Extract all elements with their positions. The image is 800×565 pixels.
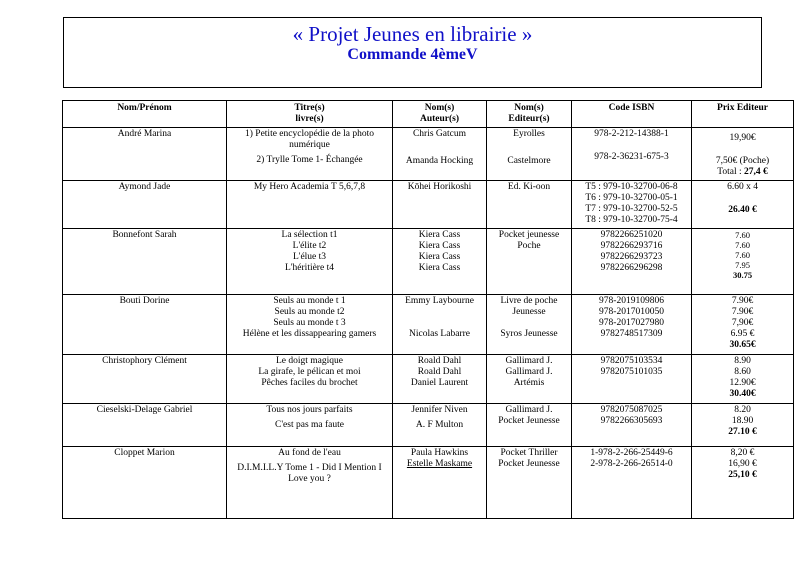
table-row [63,181,794,229]
col-header-title: Titre(s) livre(s) [227,101,393,128]
book-titles: Au fond de l'eau D.I.M.I.L.Y Tome 1 - Did I Mention I Love you ? [227,447,393,519]
student-name: Cloppet Marion [63,447,227,519]
student-name: Bonnefont Sarah [63,229,227,295]
isbn-codes: 978-2-212-14388-1 978-2-36231-675-3 [572,128,692,181]
table-row [63,447,794,519]
prices: 19,90€ 7,50€ (Poche) Total : 27,4 € [692,128,794,181]
book-titles: My Hero Academia T 5,6,7,8 [227,181,393,229]
table-header-row [63,101,794,128]
isbn-codes: 9782075103534 9782075101035 [572,355,692,404]
book-publishers: Gallimard J. Gallimard J. Artémis [487,355,572,404]
book-titles: La sélection t1 L'élite t2 L'élue t3 L'héritière t4 [227,229,393,295]
price-total: 25,10 € [728,470,757,480]
prices: 7.60 7.60 7.60 7.95 30.75 [692,229,794,295]
price-total: 30.40€ [729,389,756,399]
book-titles: Tous nos jours parfaits C'est pas ma faute [227,404,393,447]
prices: 7.90€ 7.90€ 7,90€ 6.95 € 30.65€ [692,295,794,355]
price-total: 30.65€ [729,340,756,350]
book-publishers: Ed. Ki-oon [487,181,572,229]
table-row [63,355,794,404]
book-authors: Roald Dahl Roald Dahl Daniel Laurent [393,355,487,404]
student-name: Cieselski-Delage Gabriel [63,404,227,447]
book-publishers: Livre de poche Jeunesse Syros Jeunesse [487,295,572,355]
table-row [63,128,794,181]
book-publishers: Gallimard J. Pocket Jeunesse [487,404,572,447]
book-authors: Jennifer Niven A. F Multon [393,404,487,447]
title-box [63,17,762,88]
isbn-codes: 1-978-2-266-25449-6 2-978-2-266-26514-0 [572,447,692,519]
col-header-price: Prix Editeur [692,101,794,128]
prices: 8.20 18.90 27.10 € [692,404,794,447]
book-authors: Kiera Cass Kiera Cass Kiera Cass Kiera Cass [393,229,487,295]
student-name: Christophory Clément [63,355,227,404]
book-titles: Le doigt magique La girafe, le pélican et moi Pêches faciles du brochet [227,355,393,404]
table-row [63,295,794,355]
book-authors: Emmy Laybourne Nicolas Labarre [393,295,487,355]
book-publishers: Pocket jeunesse Poche [487,229,572,295]
student-name: André Marina [63,128,227,181]
isbn-codes: T5 : 979-10-32700-06-8 T6 : 979-10-32700-05-1 T7 : 979-10-32700-52-5 T8 : 979-10-32700-75-4 [572,181,692,229]
prices: 8.90 8.60 12.90€ 30.40€ [692,355,794,404]
isbn-codes: 978-2019109806 978-2017010050 978-2017027980 9782748517309 [572,295,692,355]
col-header-author: Nom(s) Auteur(s) [393,101,487,128]
prices: 6.60 x 4 26.40 € [692,181,794,229]
book-titles: Seuls au monde t 1 Seuls au monde t2 Seuls au monde t 3 Hélène et les dissappearing gamers [227,295,393,355]
student-name: Aymond Jade [63,181,227,229]
book-authors: Paula Hawkins Estelle Maskame [393,447,487,519]
price-total: 27,4 € [744,167,768,177]
book-titles: 1) Petite encyclopédie de la photo numérique 2) Trylle Tome 1- Échangée [227,128,393,181]
page-subtitle: Commande 4èmeV [347,46,478,63]
book-publishers: Eyrolles Castelmore [487,128,572,181]
student-name: Bouti Dorine [63,295,227,355]
isbn-codes: 9782266251020 9782266293716 9782266293723 9782266296298 [572,229,692,295]
price-total: 27.10 € [728,427,757,437]
isbn-codes: 9782075087025 9782266305693 [572,404,692,447]
book-publishers: Pocket Thriller Pocket Jeunesse [487,447,572,519]
table-row [63,229,794,295]
order-table [62,100,794,519]
book-authors: Kōhei Horikoshi [393,181,487,229]
page-title: « Projet Jeunes en librairie » [292,22,533,46]
price-total: 26.40 € [728,205,757,215]
price-total: 30.75 [732,270,753,280]
book-authors: Chris Gatcum Amanda Hocking [393,128,487,181]
col-header-name: Nom/Prénom [63,101,227,128]
col-header-isbn: Code ISBN [572,101,692,128]
table-row [63,404,794,447]
prices: 8,20 € 16,90 € 25,10 € [692,447,794,519]
col-header-publisher: Nom(s) Editeur(s) [487,101,572,128]
